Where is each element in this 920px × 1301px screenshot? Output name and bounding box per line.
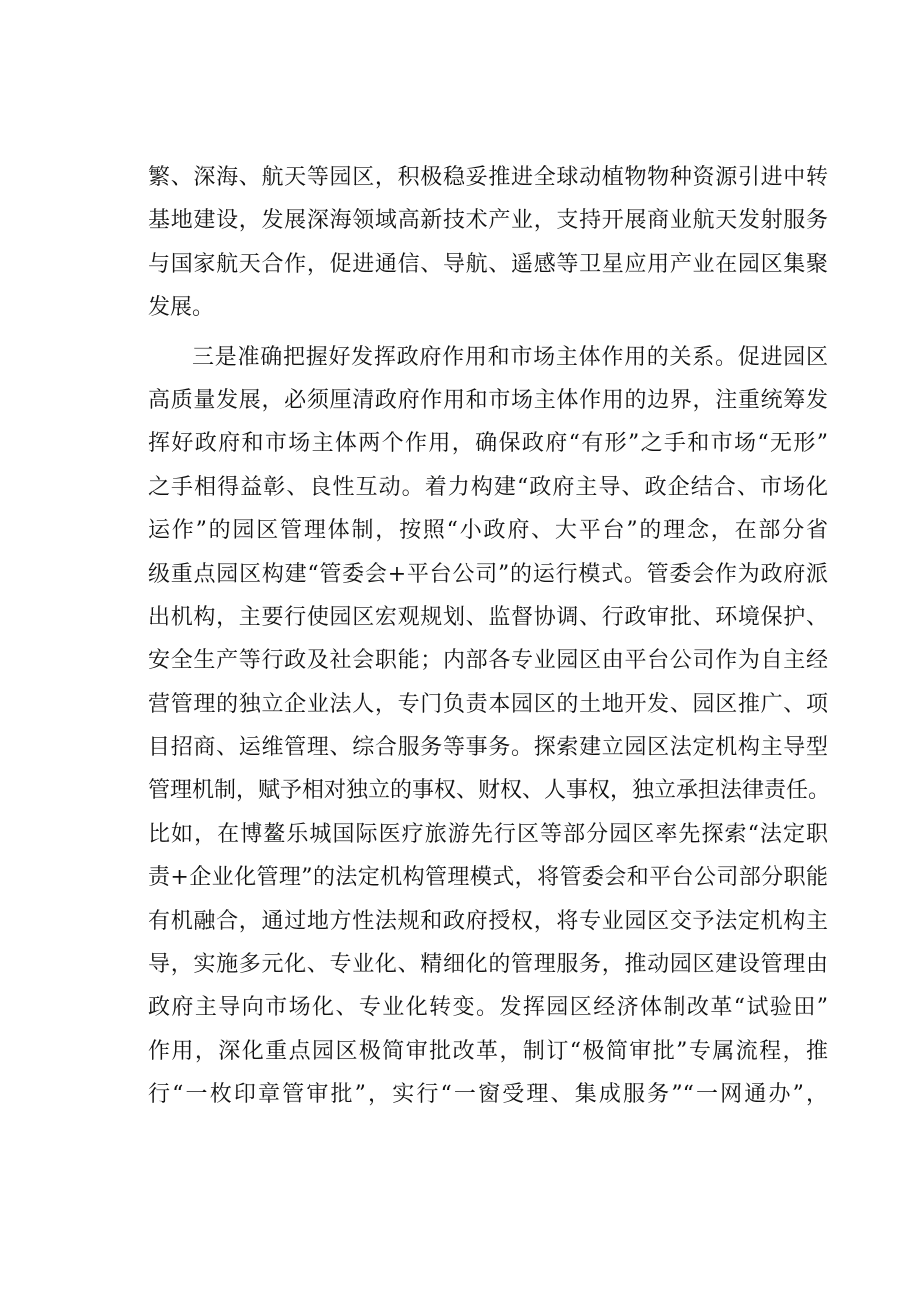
paragraph-1 [148, 156, 828, 330]
text-line: 安全生产等行政及社会职能；内部各专业园区由平台公司作为自主经 [148, 648, 828, 674]
text-line: 与国家航天合作，促进通信、导航、遥感等卫星应用产业在园区集聚 [148, 251, 828, 277]
text-line: 行“一枚印章管审批”，实行“一窗受理、集成服务”“一网通办”， [148, 1082, 828, 1108]
document-body [148, 156, 831, 1117]
text-line: 繁、深海、航天等园区，积极稳妥推进全球动植物物种资源引进中转 [148, 165, 828, 190]
text-line: 出机构，主要行使园区宏观规划、监督协调、行政审批、环境保护、 [148, 604, 828, 630]
text-line: 发展。 [148, 295, 215, 321]
text-line: 有机融合，通过地方性法规和政府授权，将专业园区交予法定机构主 [148, 908, 828, 934]
text-line: 之手相得益彰、良性互动。着力构建“政府主导、政企结合、市场化 [148, 474, 828, 500]
text-line: 营管理的独立企业法人，专门负责本园区的土地开发、园区推广、项 [148, 691, 828, 717]
text-line: 管理机制，赋予相对独立的事权、财权、人事权，独立承担法律责任。 [148, 778, 831, 804]
text-line: 政府主导向市场化、专业化转变。发挥园区经济体制改革“试验田” [148, 995, 828, 1021]
text-line: 比如，在博鳌乐城国际医疗旅游先行区等部分园区率先探索“法定职 [148, 821, 828, 847]
paragraph-2 [148, 336, 831, 1117]
text-line: 导，实施多元化、专业化、精细化的管理服务，推动园区建设管理由 [148, 952, 828, 978]
text-line: 挥好政府和市场主体两个作用，确保政府“有形”之手和市场“无形” [148, 431, 828, 457]
text-line: 基地建设，发展深海领域高新技术产业，支持开展商业航天发射服务 [148, 208, 828, 234]
text-line: 目招商、运维管理、综合服务等事务。探索建立园区法定机构主导型 [148, 735, 828, 761]
text-line: 责+企业化管理”的法定机构管理模式，将管委会和平台公司部分职能 [148, 865, 828, 891]
text-line: 作用，深化重点园区极简审批改革，制订“极简审批”专属流程，推 [148, 1038, 828, 1064]
text-line: 高质量发展，必须厘清政府作用和市场主体作用的边界，注重统筹发 [148, 387, 828, 413]
text-line: 级重点园区构建“管委会+平台公司”的运行模式。管委会作为政府派 [148, 561, 828, 587]
text-line: 三是准确把握好发挥政府作用和市场主体作用的关系。促进园区 [192, 344, 828, 370]
text-line: 运作”的园区管理体制，按照“小政府、大平台”的理念，在部分省 [148, 518, 828, 544]
